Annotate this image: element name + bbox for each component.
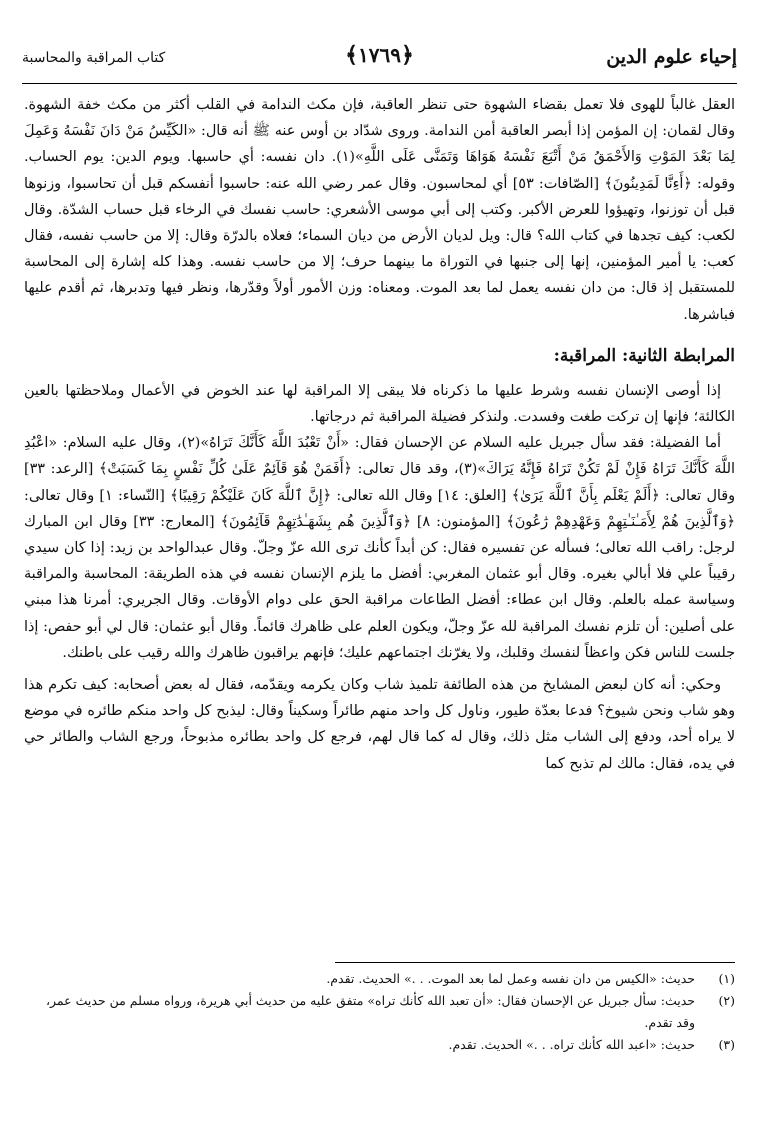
footnote (24, 1034, 735, 1056)
paragraph: أما الفضيلة: فقد سأل جبريل عليه السلام عن الإحسان فقال: «أَنْ تَعْبُدَ اللَّهَ كَأَنَّكَ تَرَاهُ»(٢)، وقال عليه السلام: «اعْبُدِ اللَّهَ كَأَنَّكَ تَرَاهُ فَإِنْ لَمْ تَكُنْ تَرَاهُ فَإِنَّهُ يَرَاكَ»(٣)، وقد قال تعالى: ﴿أَفَمَنْ هُوَ قَآئِمٌ عَلَىٰ كُلِّ نَفْسٍ بِمَا كَسَبَتْ﴾ [الرعد: ٣٣] وقال تعالى: ﴿أَلَمْ يَعْلَم بِأَنَّ ٱللَّهَ يَرَىٰ﴾ [العلق: ١٤] وقال الله تعالى: ﴿إِنَّ ٱللَّهَ كَانَ عَلَيْكُمْ رَقِيبًا﴾ [النّساء: ١] وقال تعالى: ﴿وَٱلَّذِينَ هُمْ لِأَمَـٰنَـٰتِهِمْ وَعَهْدِهِمْ رَٰعُونَ﴾ [المؤمنون: ٨] ﴿وَٱلَّذِينَ هُم بِشَهَـٰدَٰتِهِمْ قَآئِمُونَ﴾ [المعارج: ٣٣] وقال ابن المبارك لرجل: راقب الله تعالى؛ فسأله عن تفسيره فقال: كن أبداً كأنك ترى الله عزّ وجلّ. وقال عبدالواحد بن زيد: إذا كان سيدي رقيباً علي فلا أبالي بغيره. وقال أبو عثمان المغربي: أفضل ما يلزم الإنسان نفسه في هذه الطريقة: المحاسبة والمراقبة وسياسة عمله بالعلم. وقال ابن عطاء: أفضل الطاعات مراقبة الحق على دوام الأوقات. وقال الجريري: أمرنا هذا مبني على أصلين: أن تلزم نفسك المراقبة لله عزّ وجلّ، ويكون العلم على ظاهرك قائماً. وقال أبو عثمان: قال لي أبو حفص: إذا جلست للناس فكن واعظاً لنفسك وقلبك، ولا يغرّنك اجتماعهم عليك؛ فإنهم يراقبون ظاهرك والله رقيب على باطنك. (24, 435, 735, 661)
paragraph: العقل غالباً للهوى فلا تعمل بقضاء الشهوة حتى تنظر العاقبة، فإن مكث الندامة في القلب أكثر من مكث خفة الشهوة. وقال لقمان: إن المؤمن إذا أبصر العاقبة أمن الندامة. وروى شدّاد بن أوس عنه ﷺ أنه قال: «الكَيِّسُ مَنْ دَانَ نَفْسَهُ وَعَمِلَ لِمَا بَعْدَ المَوْتِ وَالأَحْمَقُ مَنْ أَتْبَعَ نَفْسَهُ هَوَاهَا وَتَمَنَّى عَلَى اللَّهِ»(١). دان نفسه: أي حاسبها. ويوم الدين: يوم الحساب. وقوله: ﴿أَءِنَّا لَمَدِينُونَ﴾ [الصّافات: ٥٣] أي لمحاسبون. وقال عمر رضي الله عنه: حاسبوا أنفسكم قبل أن تحاسبوا، وزنوها قبل أن توزنوا، وتهيؤوا للعرض الأكبر. وكتب إلى أبي موسى الأشعري: حاسب نفسك في الرخاء قبل حساب الشدّة. وقال لكعب: كيف تجدها في كتاب الله؟ قال: ويل لديان الأرض من ديان السماء؛ فعلاه بالدرّة وقال: إلا من حاسب نفسه، فقال كعب: يا أمير المؤمنين، إنها إلى جنبها في التوراة ما بينهما حرف؛ إلا من حاسب نفسه. وهذا كله إشارة إلى المحاسبة للمستقبل إذ قال: من دان نفسه يعمل لما بعد الموت. ومعناه: وزن الأمور أولاً وقدّرها، ونظر فيها وتدبرها، ثم أقدم عليها فباشرها. (24, 97, 735, 323)
footnote-text: حديث: «اعبد الله كأنك تراه. . .» الحديث. تقدم. (448, 1037, 695, 1052)
page-header (22, 40, 737, 82)
header-divider (22, 83, 737, 84)
footnote-number: (٢) (718, 993, 735, 1008)
footnote-number: (١) (718, 971, 735, 986)
footnote (24, 968, 735, 990)
paragraph: وحكي: أنه كان لبعض المشايخ من هذه الطائفة تلميذ شاب وكان يكرمه ويقدّمه، فقال له بعض أصحابه: كيف تكرم هذا وهو شاب ونحن شيوخ؟ فدعا بعدّة طيور، وناول كل واحد منهم طائراً وسكيناً وقال: ليذبح كل واحد منكم طائره في موضع لا يراه أحد، ودفع إلى الشاب مثل ذلك، وقال له كما قال لهم، فرجع كل واحد بطائره مذبوحاً، ورجع الشاب والطائر حي في يده، فقال: مالك لم تذبح كما (24, 677, 735, 772)
footnote-number: (٣) (718, 1037, 735, 1052)
footnote-text: حديث: سأل جبريل عن الإحسان فقال: «أن تعبد الله كأنك تراه» متفق عليه من حديث أبي هريرة، ورواه مسلم من حديث عمر، وقد تقدم. (46, 993, 695, 1030)
section-heading: المرابطة الثانية: المراقبة: (553, 345, 735, 366)
footnotes (24, 968, 735, 1056)
section-title: كتاب المراقبة والمحاسبة (22, 50, 166, 66)
page-number-value: ١٧٦٩ (358, 43, 401, 67)
left-ornament-icon: ﴿ (400, 42, 414, 68)
paragraph: إذا أوصى الإنسان نفسه وشرط عليها ما ذكرناه فلا يبقى إلا المراقبة لها عند الخوض في الأعمال وملاحظتها بالعين الكالئة؛ فإنها إن تركت طغت وفسدت. ولنذكر فضيلة المراقبة ثم درجاتها. (24, 382, 735, 426)
book-title: إحياء علوم الدين (606, 46, 737, 68)
right-ornament-icon: ﴾ (345, 42, 359, 68)
footnote-divider (335, 962, 735, 963)
footnote (24, 990, 735, 1034)
main-text (24, 92, 735, 777)
footnote-text: حديث: «الكيس من دان نفسه وعمل لما بعد الموت. . .» الحديث. تقدم. (326, 971, 695, 986)
